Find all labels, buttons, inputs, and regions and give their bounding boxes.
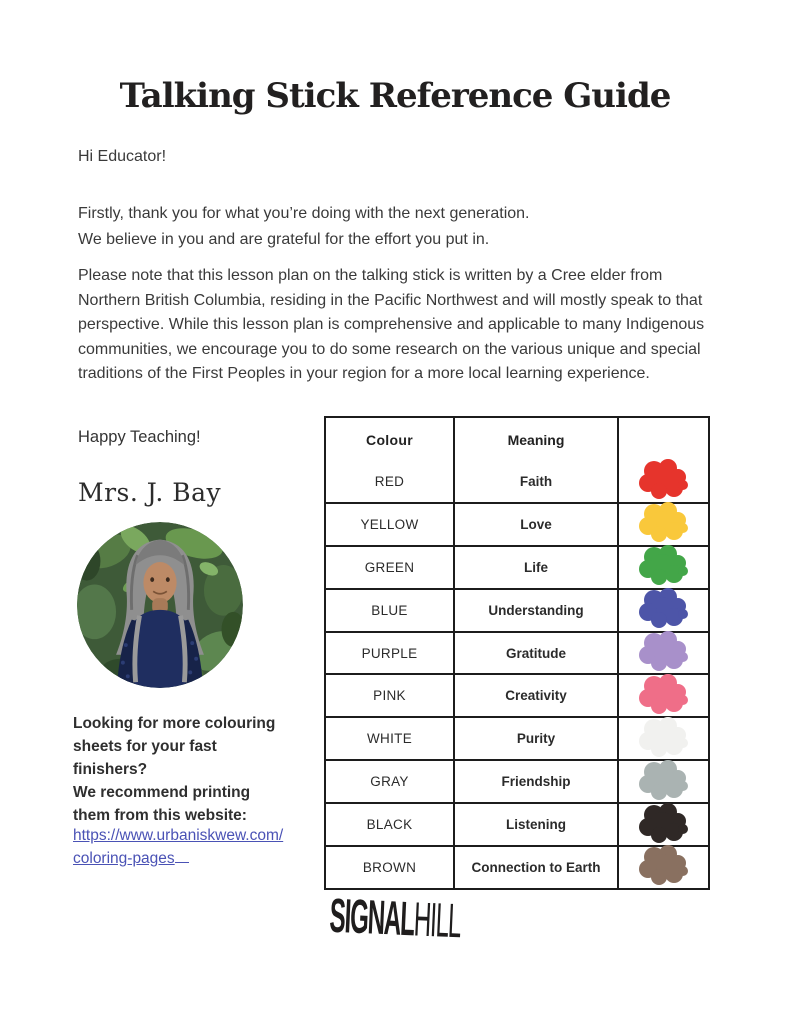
paint-blob-icon	[634, 801, 694, 847]
meaning-cell: Life	[455, 547, 619, 588]
website-link-line2[interactable]: coloring-pages	[73, 849, 175, 867]
paint-blob-icon	[634, 715, 694, 761]
colour-cell: RED	[326, 461, 455, 502]
paragraph-thanks	[78, 201, 530, 253]
table-row	[326, 588, 708, 631]
meaning-cell: Creativity	[455, 675, 619, 716]
paint-blob-icon	[634, 457, 694, 503]
paint-blob-icon	[634, 843, 694, 889]
meaning-cell: Purity	[455, 718, 619, 759]
educator-photo	[77, 522, 243, 688]
table-row	[326, 759, 708, 802]
swatch-cell	[619, 633, 708, 674]
paint-blob-icon	[634, 758, 694, 804]
colour-cell: BLUE	[326, 590, 455, 631]
table-header-row	[326, 418, 708, 461]
happy-teaching-text: Happy Teaching!	[78, 428, 201, 446]
colour-cell: YELLOW	[326, 504, 455, 545]
swatch-cell	[619, 675, 708, 716]
logo-part1: SIGNAL	[328, 888, 416, 947]
swatch-header	[619, 418, 708, 461]
link-underline-tail	[175, 862, 189, 863]
table-row	[326, 673, 708, 716]
meaning-cell: Love	[455, 504, 619, 545]
swatch-cell	[619, 761, 708, 802]
table-row	[326, 845, 708, 888]
educator-photo-illustration	[77, 522, 243, 688]
table-row	[326, 461, 708, 502]
table-row	[326, 545, 708, 588]
meaning-cell: Listening	[455, 804, 619, 845]
swatch-cell	[619, 804, 708, 845]
signalhill-logo	[310, 888, 479, 949]
meaning-cell: Understanding	[455, 590, 619, 631]
colour-cell: BROWN	[326, 847, 455, 888]
paragraph-thanks-line2: We believe in you and are grateful for the effort you put in.	[78, 231, 490, 248]
paint-blob-icon	[634, 543, 694, 589]
swatch-cell	[619, 590, 708, 631]
signalhill-logo-text	[328, 888, 461, 949]
paragraph-note: Please note that this lesson plan on the talking stick is written by a Cree elder from Northern British Columbia, residing in the Pacific Northwest and will mostly speak to that perspective. While this lesson plan is comprehensive and applicable to many Indigenous communities, we encourage you to do some research on the various unique and special traditions of the First Peoples in your region for a more local learning experience.	[78, 267, 705, 382]
greeting-text: Hi Educator!	[78, 148, 167, 165]
website-link-block	[73, 825, 283, 870]
colour-cell: GRAY	[326, 761, 455, 802]
colour-cell: PINK	[326, 675, 455, 716]
meaning-cell: Connection to Earth	[455, 847, 619, 888]
colour-meaning-table	[324, 416, 710, 890]
paint-blob-icon	[634, 629, 694, 675]
table-row	[326, 716, 708, 759]
logo-part2: HILL	[412, 891, 462, 949]
meaning-cell: Faith	[455, 461, 619, 502]
table-row	[326, 502, 708, 545]
recommend-note-text: We recommend printing them from this website:	[73, 784, 251, 824]
signature-text: Mrs. J. Bay	[78, 478, 222, 507]
colour-table-body	[326, 461, 708, 888]
paint-blob-icon	[634, 500, 694, 546]
table-row	[326, 802, 708, 845]
paragraph-thanks-line1: Firstly, thank you for what you’re doing with the next generation.	[78, 205, 530, 222]
colour-header: Colour	[326, 418, 455, 461]
swatch-cell	[619, 847, 708, 888]
meaning-header: Meaning	[455, 418, 619, 461]
website-link-line1[interactable]: https://www.urbaniskwew.com/	[73, 827, 284, 844]
swatch-cell	[619, 547, 708, 588]
swatch-cell	[619, 504, 708, 545]
table-row	[326, 631, 708, 674]
swatch-cell	[619, 718, 708, 759]
swatch-cell	[619, 461, 708, 502]
page-title: Talking Stick Reference Guide	[119, 76, 671, 116]
colour-cell: GREEN	[326, 547, 455, 588]
colour-cell: BLACK	[326, 804, 455, 845]
colour-cell: WHITE	[326, 718, 455, 759]
colour-cell: PURPLE	[326, 633, 455, 674]
meaning-cell: Gratitude	[455, 633, 619, 674]
paint-blob-icon	[634, 586, 694, 632]
meaning-cell: Friendship	[455, 761, 619, 802]
colouring-note-text: Looking for more colouring sheets for your fast finishers?	[73, 715, 276, 778]
paint-blob-icon	[634, 672, 694, 718]
